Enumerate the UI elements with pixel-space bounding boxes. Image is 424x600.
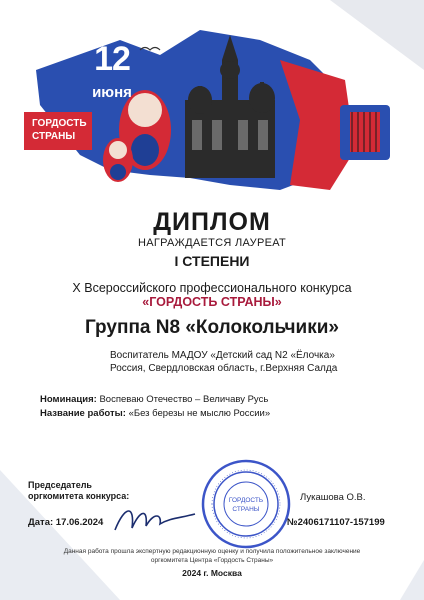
header-month: июня bbox=[92, 84, 132, 101]
stamp-line1: ГОРДОСТЬ bbox=[228, 497, 264, 504]
signature-mark bbox=[110, 500, 200, 540]
nomination-value: Воспеваю Отечество – Величаву Русь bbox=[99, 394, 269, 405]
diploma-title: ДИПЛОМ bbox=[153, 208, 271, 236]
chair-label bbox=[28, 480, 129, 502]
work-label: Название работы: bbox=[40, 408, 126, 419]
work-row bbox=[40, 408, 270, 419]
hero-illustration bbox=[0, 0, 424, 200]
chair-line2: оргкомитета конкурса: bbox=[28, 491, 130, 501]
footer-place: 2024 г. Москва bbox=[182, 568, 242, 578]
badge-line1: ГОРДОСТЬ bbox=[32, 118, 87, 129]
details-line2: Россия, Свердловская область, г.Верхняя Салда bbox=[110, 363, 338, 374]
issue-date: Дата: 17.06.2024 bbox=[28, 517, 104, 528]
badge-line2: СТРАНЫ bbox=[32, 131, 76, 142]
work-value: «Без березы не мыслю России» bbox=[128, 408, 271, 419]
chair-name: Лукашова О.В. bbox=[300, 492, 366, 503]
header-day: 12 bbox=[94, 40, 130, 78]
winner-name: Группа N8 «Колокольчики» bbox=[85, 317, 339, 338]
contest-badge bbox=[24, 112, 92, 150]
accordion-icon bbox=[340, 105, 390, 160]
footer-note: Данная работа прошла экспертную редакционную оценку и получила положительное заключение оргкомитета Центра «Гордость Страны» bbox=[63, 548, 361, 564]
contest-line: X Всероссийского профессионального конкурса bbox=[72, 281, 352, 295]
official-stamp bbox=[200, 458, 292, 550]
stamp-line2: СТРАНЫ bbox=[232, 506, 260, 513]
diploma-subtitle: НАГРАЖДАЕТСЯ ЛАУРЕАТ bbox=[137, 237, 287, 249]
nomination-label: Номинация: bbox=[40, 394, 97, 405]
chair-line1: Председатель bbox=[28, 480, 92, 490]
contest-name: «ГОРДОСТЬ СТРАНЫ» bbox=[142, 295, 282, 309]
diploma-degree: I СТЕПЕНИ bbox=[174, 253, 250, 269]
diploma-number: №2406171107-157199 bbox=[287, 517, 385, 528]
nomination-row bbox=[40, 394, 268, 405]
details-line1: Воспитатель МАДОУ «Детский сад N2 «Ёлочка» bbox=[110, 350, 335, 361]
winner-details bbox=[110, 349, 337, 375]
